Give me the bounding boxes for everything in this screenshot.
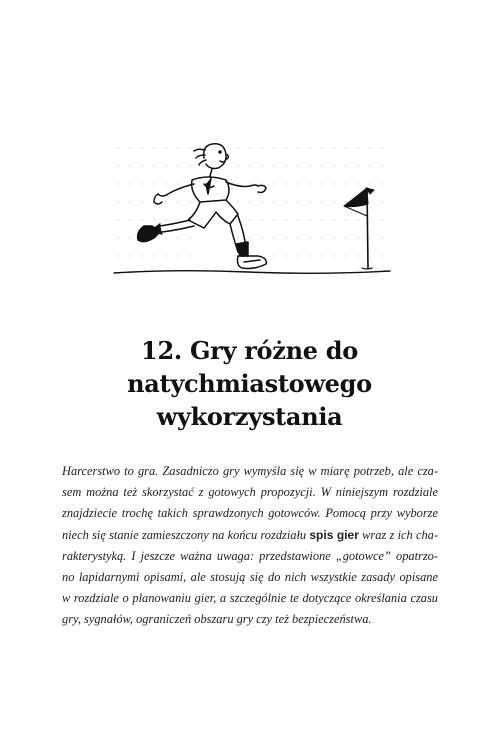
games-list-reference: spis gier xyxy=(309,527,359,542)
intro-text: sem można też skorzystać z gotowych propozycji. W niniejszym rozdziale xyxy=(62,485,438,500)
intro-text: w rozdziale o planowaniu gier, a szczególnie te dotyczące określania czasu xyxy=(62,591,438,606)
intro-text: wraz z ich cha- xyxy=(358,527,438,542)
intro-line xyxy=(62,461,438,482)
intro-line xyxy=(62,588,438,609)
intro-line xyxy=(62,546,438,567)
intro-line xyxy=(62,525,438,546)
intro-line xyxy=(62,567,438,588)
intro-paragraph xyxy=(62,461,438,631)
chapter-title xyxy=(0,334,499,433)
intro-line xyxy=(62,482,438,503)
chapter-title-line: natychmiastowego xyxy=(127,369,372,398)
intro-text: rakterystyką. I jeszcze ważna uwaga: przedstawione „gotowce” opatrzo- xyxy=(62,548,438,563)
chapter-title-line: 12. Gry różne do xyxy=(141,336,358,365)
intro-line xyxy=(62,609,438,630)
dotted-background xyxy=(117,147,382,256)
intro-text: no lapidarnymi opisami, ale stosują się do nich wszystkie zasady opisane xyxy=(62,570,438,585)
finish-flag xyxy=(344,188,374,269)
running-scout-to-flag-icon xyxy=(108,128,398,278)
chapter-title-line: wykorzystania xyxy=(156,402,343,431)
intro-line xyxy=(62,503,438,524)
intro-text: znajdziecie trochę takich sprawdzonych gotowców. Pomocą przy wyborze xyxy=(62,506,438,521)
runner-figure xyxy=(138,144,267,269)
ground-line xyxy=(114,271,390,274)
intro-text: Harcerstwo to gra. Zasadniczo gry wymyśla się w miarę potrzeb, ale cza- xyxy=(62,464,438,478)
intro-text: niech się stanie zamieszczony na końcu rozdziału xyxy=(62,527,310,542)
intro-text: gry, sygnałów, ograniczeń obszaru gry czy też bezpieczeństwa. xyxy=(62,612,372,627)
